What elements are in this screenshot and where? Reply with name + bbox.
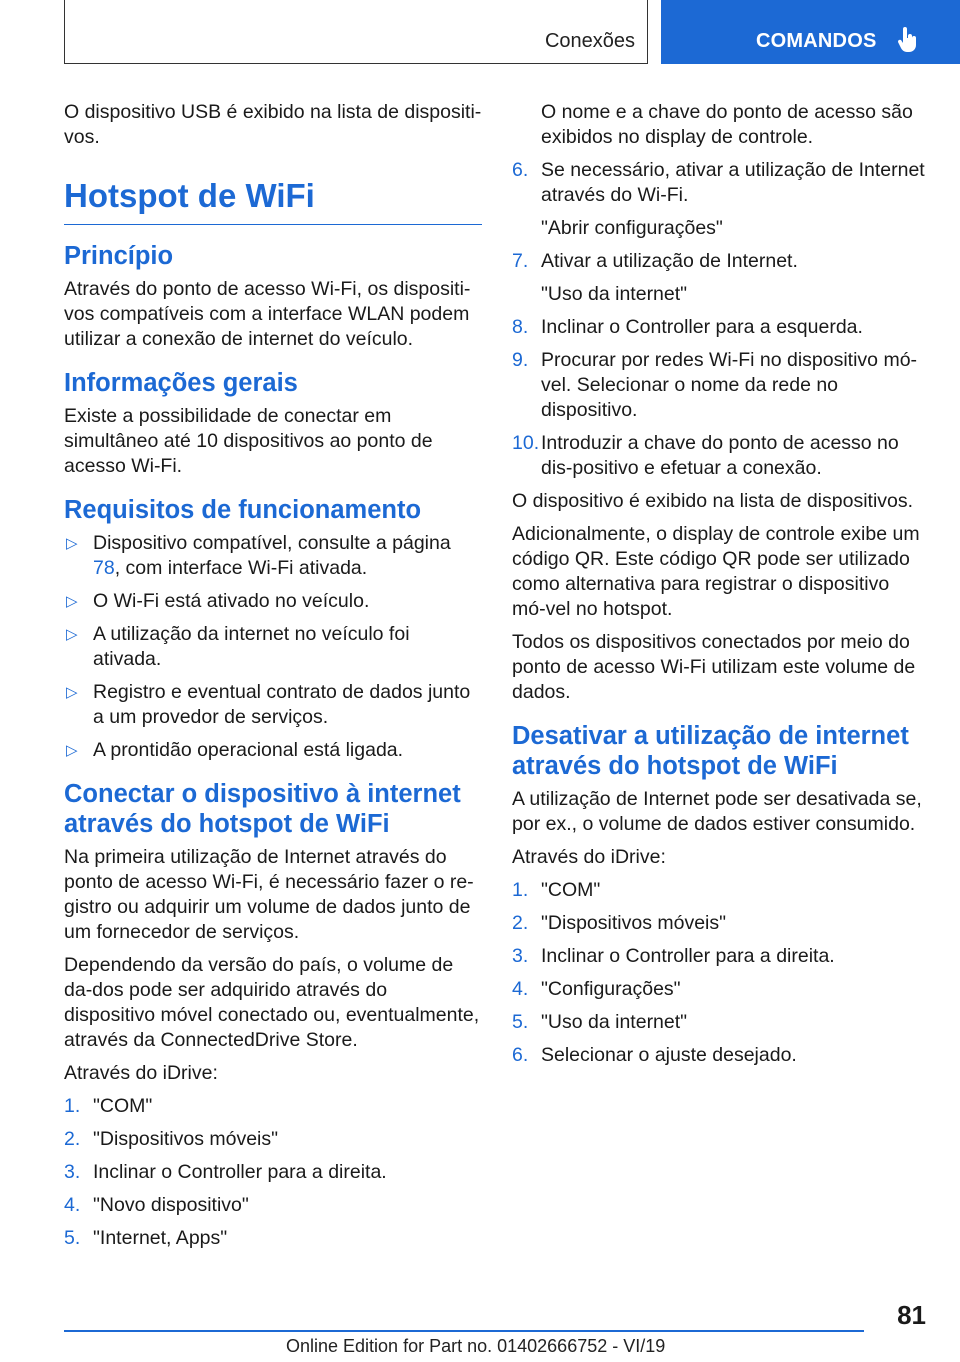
deactivate-paragraph-2: Através do iDrive:: [512, 846, 666, 868]
step-item: [512, 431, 928, 481]
principio-paragraph: Através do ponto de acesso Wi-Fi, os dispositi-vos compatíveis com a interface WLAN podem utilizar a conexão de internet do veículo.: [64, 278, 471, 350]
step-item: [64, 1193, 482, 1218]
step-item: [64, 1127, 482, 1152]
section-title: Conexões: [544, 30, 635, 52]
step-text: Inclinar o Controller para a direita.: [93, 1161, 387, 1183]
step-text: "Uso da internet": [541, 1011, 688, 1033]
result-paragraph-1: O dispositivo é exibido na lista de dispositivos.: [512, 490, 914, 512]
list-item: [64, 589, 482, 614]
heading-requirements: Requisitos de funcionamento: [64, 496, 422, 524]
right-column: [512, 100, 928, 1076]
step-text: Se necessário, ativar a utilização de Internet através do Wi-Fi.: [541, 159, 925, 206]
heading-connect: Conectar o dispositivo à internet através do hotspot de WiFi: [64, 780, 461, 838]
step-number: 5.: [512, 1011, 529, 1033]
list-item-text: A prontidão operacional está ligada.: [93, 739, 404, 761]
step-number: 4.: [512, 978, 529, 1000]
list-item-text: Registro e eventual contrato de dados junto a um provedor de serviços.: [93, 681, 471, 728]
connect-paragraph-1: Na primeira utilização de Internet através do ponto de acesso Wi-Fi, é necessário fazer o re-gistro ou adquirir um volume de dados junto de um fornecedor de serviços.: [64, 846, 474, 943]
step-subtext: "Uso da internet": [541, 283, 688, 305]
step-number: 9.: [512, 349, 529, 371]
result-paragraph-3: Todos os dispositivos conectados por meio do ponto de acesso Wi-Fi utilizam este volume de dados.: [512, 631, 916, 703]
list-item: [64, 738, 482, 763]
continued-step-text: O nome e a chave do ponto de acesso são exibidos no display de controle.: [541, 101, 913, 148]
step-text: "Internet, Apps": [93, 1227, 228, 1249]
step-item: [64, 1226, 482, 1251]
step-number: 2.: [64, 1128, 81, 1150]
header-section-box: [64, 0, 648, 64]
connect-steps-continued: [512, 158, 928, 481]
bullet-triangle-icon: ▷: [66, 626, 78, 643]
list-item: [64, 680, 482, 730]
step-text: Procurar por redes Wi-Fi no dispositivo mó-vel. Selecionar o nome da rede no dispositivo.: [541, 349, 918, 421]
step-item: [512, 1043, 928, 1068]
step-text: "Dispositivos móveis": [93, 1128, 279, 1150]
step-item: [512, 878, 928, 903]
chapter-tab-label: COMANDOS: [756, 30, 877, 52]
step-item: [512, 977, 928, 1002]
step-number: 3.: [64, 1161, 81, 1183]
step-item: [64, 1094, 482, 1119]
step-item: [512, 315, 928, 340]
list-item-text: Dispositivo compatível, consulte a página: [93, 532, 451, 554]
connect-paragraph-2: Dependendo da versão do país, o volume de da-dos pode ser adquirido através do dispositivo móvel conectado ou, eventualmente, através da ConnectedDrive Store.: [64, 954, 480, 1051]
step-text: "COM": [93, 1095, 153, 1117]
step-item: [512, 1010, 928, 1035]
step-item: [64, 1160, 482, 1185]
step-text: "Configurações": [541, 978, 681, 1000]
bullet-triangle-icon: ▷: [66, 535, 78, 552]
list-item: [64, 622, 482, 672]
step-text: "Dispositivos móveis": [541, 912, 727, 934]
step-number: 1.: [512, 879, 529, 901]
step-item: [512, 249, 928, 307]
list-item-text: A utilização da internet no veículo foi ativada.: [93, 623, 410, 670]
heading-deactivate: Desativar a utilização de internet através do hotspot de WiFi: [512, 722, 909, 780]
footer-divider: [64, 1330, 864, 1332]
deactivate-paragraph-1: A utilização de Internet pode ser desativada se, por ex., o volume de dados estiver consumido.: [512, 788, 922, 835]
step-item: [512, 158, 928, 241]
step-text: Inclinar o Controller para a direita.: [541, 945, 835, 967]
step-text: Inclinar o Controller para a esquerda.: [541, 316, 863, 338]
connect-steps: [64, 1094, 482, 1251]
step-number: 2.: [512, 912, 529, 934]
requirements-list: [64, 531, 482, 763]
bullet-triangle-icon: ▷: [66, 742, 78, 759]
step-number: 4.: [64, 1194, 81, 1216]
step-subtext: "Abrir configurações": [541, 217, 723, 239]
step-number: 8.: [512, 316, 529, 338]
list-item: [64, 531, 482, 581]
heading-principio: Princípio: [64, 242, 174, 270]
step-number: 10.: [512, 432, 540, 454]
step-item: [512, 944, 928, 969]
step-text: "COM": [541, 879, 601, 901]
step-item: [512, 911, 928, 936]
left-column: [64, 100, 482, 1259]
step-text: Ativar a utilização de Internet.: [541, 250, 798, 272]
step-number: 5.: [64, 1227, 81, 1249]
step-text: "Novo dispositivo": [93, 1194, 249, 1216]
step-number: 3.: [512, 945, 529, 967]
page-link[interactable]: 78: [93, 557, 115, 579]
result-paragraph-2: Adicionalmente, o display de controle exibe um código QR. Este código QR pode ser utilizado como alternativa para registrar o dispositivo mó-vel no hotspot.: [512, 523, 920, 620]
list-item-text: O Wi-Fi está ativado no veículo.: [93, 590, 370, 612]
step-number: 7.: [512, 250, 529, 272]
deactivate-steps: [512, 878, 928, 1068]
step-number: 6.: [512, 1044, 529, 1066]
list-item-text-tail: , com interface Wi-Fi ativada.: [114, 557, 368, 579]
step-number: 6.: [512, 159, 529, 181]
info-paragraph: Existe a possibilidade de conectar em simultâneo até 10 dispositivos ao ponto de acesso Wi-Fi.: [64, 405, 433, 477]
page-title: Hotspot de WiFi: [64, 176, 482, 225]
step-text: Introduzir a chave do ponto de acesso no dis-positivo e efetuar a conexão.: [541, 432, 899, 479]
bullet-triangle-icon: ▷: [66, 684, 78, 701]
intro-paragraph: O dispositivo USB é exibido na lista de dispositi-vos.: [64, 101, 482, 148]
step-text: Selecionar o ajuste desejado.: [541, 1044, 797, 1066]
footer-edition: Online Edition for Part no. 01402666752 - VI/19: [286, 1336, 666, 1356]
step-item: [512, 348, 928, 423]
bullet-triangle-icon: ▷: [66, 593, 78, 610]
connect-paragraph-3: Através do iDrive:: [64, 1062, 218, 1084]
step-number: 1.: [64, 1095, 81, 1117]
heading-info: Informações gerais: [64, 369, 298, 397]
pointing-hand-icon: [897, 27, 919, 53]
page-number: 81: [897, 1300, 926, 1330]
